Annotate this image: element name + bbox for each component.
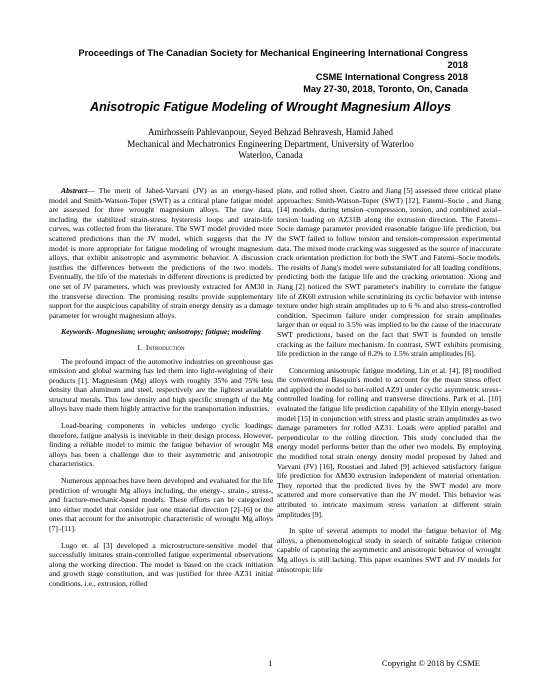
copyright-notice: Copyright © 2018 by CSME [381, 658, 480, 668]
section-title: Introduction [145, 342, 185, 352]
author-block [0, 127, 541, 162]
keywords: Keywords- Magnesium; wrought; anisotropy; fatigue; modeling [61, 327, 261, 337]
conference-header [68, 47, 468, 95]
paper-title: Anisotropic Fatigue Modeling of Wrought Magnesium Alloys [89, 100, 452, 114]
body-paragraph: plate, and rolled sheet. Castro and Jiang [5] assessed three critical plane approaches: Smith-Watson-Toper (SWT) [12], Fatemi–Socie , and Jiang [14] models, during tension–compression, torsion, and combined axial–torsion loading on AZ31B along the extrusion direction. The Fatemi–Socie damage parameter provided reasonable fatigue life prediction, but the SWT failed to follow torsion and tension-compression experimental data. The mixed mode cracking was suggested as the source of inaccurate crack orientation prediction for both the SWT and Fatemi–Socie models. The results of Jiang's model were substantiated for all loading conditions, predicting both the fatigue life and the cracking orientation. Xiong and Jiang [2] noticed the SWT parameter's inability to correlate the fatigue life of ZK60 extrusion while scrutinizing its cyclic behavior with intense texture under high strain amplitudes up to 6 % and also stress-controlled condition. Specimen failure under compression for strain amplitudes larger than or equal to 3.5% was implied to be the cause of the inaccurate SWT predictions, based on the fact that SWT is founded on tensile cracking as the failure mechanism. In contrast, SWT exhibits promising life prediction in the range of 0.2% to 1.5% strain amplitudes [6]. [277, 186, 501, 359]
author-affiliation: Mechanical and Mechatronics Engineering Department, University of Waterloo [127, 138, 414, 149]
right-column [277, 186, 501, 581]
left-column [49, 186, 273, 596]
abstract [49, 186, 273, 320]
congress-name: CSME International Congress 2018 [315, 72, 468, 82]
body-paragraph: Concerning anisotropic fatigue modeling, Lin et al. [4], [8] modified the conventional Basquin's model to account for the mean stress effect and applied the model to hot-rolled AZ91 under cyclic asymmetric stress-controlled loading for rolling and transverse directions. Park et al. [10] evaluated the fatigue life prediction capability of the Ellyin energy-based model [15] in conjunction with stress and plastic strain amplitudes as two damage parameters for rolled AZ31. Loads were applied parallel and perpendicular to the rolling direction. This study concluded that the energy model performs better than the other two models. By employing the modified total strain energy density model proposed by Jahed and Varvani (JV) [16], Roostaei and Jahed [9] achieved satisfactory fatigue life prediction for AM30 extrusion independent of material orientation. They reported that the predicted lives by the SWT model are more scattered and more conservative than the JV model. This behavior was attributed to intricate maximum stress variation at different strain amplitudes [9]. [277, 365, 501, 519]
conference-name: Proceedings of The Canadian Society for Mechanical Engineering International Congress 2018 [78, 48, 468, 70]
body-paragraph: Numerous approaches have been developed and evaluated for the life prediction of wrought Mg alloys including, the energy-, strain-, stress-, and fracture-mechanic-based models. These efforts can be categorized into either model that consider just one material direction [2]–[6] or the ones that account for the anisotropic characteristic of wrought Mg alloys [7]–[11]. [49, 476, 273, 533]
author-location: Waterloo, Canada [238, 150, 303, 160]
page-number: 1 [268, 658, 273, 668]
abstract-label: Abstract [61, 186, 88, 195]
body-paragraph: In spite of several attempts to model the fatigue behavior of Mg alloys, a phenomenological study in search of suitable fatigue criterion capable of capturing the asymmetric and anisotropic behavior of wrought Mg alloys is still lacking. This paper examines SWT and JV models for anisotropic life [277, 526, 501, 574]
body-paragraph: Load-bearing components in vehicles undergo cyclic loadings; therefore, fatigue analysis is inevitable in their design process. However, finding a reliable model to mimic the fatigue behavior of wrought Mg alloys has been a challenge due to their asymmetric and anisotropic characteristics. [49, 421, 273, 469]
conference-dates: May 27-30, 2018, Toronto, On, Canada [303, 84, 468, 94]
section-heading [49, 343, 273, 353]
section-number: I. [137, 342, 142, 352]
body-paragraph: Lugo et. al [3] developed a microstructure-sensitive model that successfully imitates strain-controlled fatigue experimental observations along the working direction. The model is based on the crack initiation and growth stage constitution, and was justified for three AZ31 initial conditions, i.e., extrusion, rolled [49, 540, 273, 588]
body-paragraph: The profound impact of the automotive industries on greenhouse gas emission and global warming has led them into light-weighting of their products [1]. Magnesium (Mg) alloys with roughly 35% and 75% less density than aluminum and steel, respectively are the lightest available structural metals. This low density and high specific strength of the Mg alloys have made them highly attractive for the transportation industries. [49, 356, 273, 414]
author-names: Amirhossein Pahlevanpour, Seyed Behzad Behravesh, Hamid Jahed [147, 127, 394, 137]
abstract-text: — The merit of Jahed-Varvani (JV) as an energy-based model and Smith-Watson-Toper (SWT) as a critical plane fatigue model are assessed for three wrought magnesium alloys. The raw data, including the stabilized strain-stress hysteresis loops and strain-life curves, was collected from the literature. The SWT model provided more scattered predictions than the JV model, which suggests that the JV model is more appropriate for fatigue modeling of wrought magnesium alloys, that exhibit anisotropic and asymmetric behavior. A discussion justifies the differences between the predictions of the two models. Eventually, the life of the materials in different directions is predicted by one set of JV parameters, which was previously extracted for AM30 in the transverse direction. The promising results provide supplementary support for the auspicious capability of strain energy density as a damage parameter for wrought magnesium alloys. [49, 186, 273, 320]
